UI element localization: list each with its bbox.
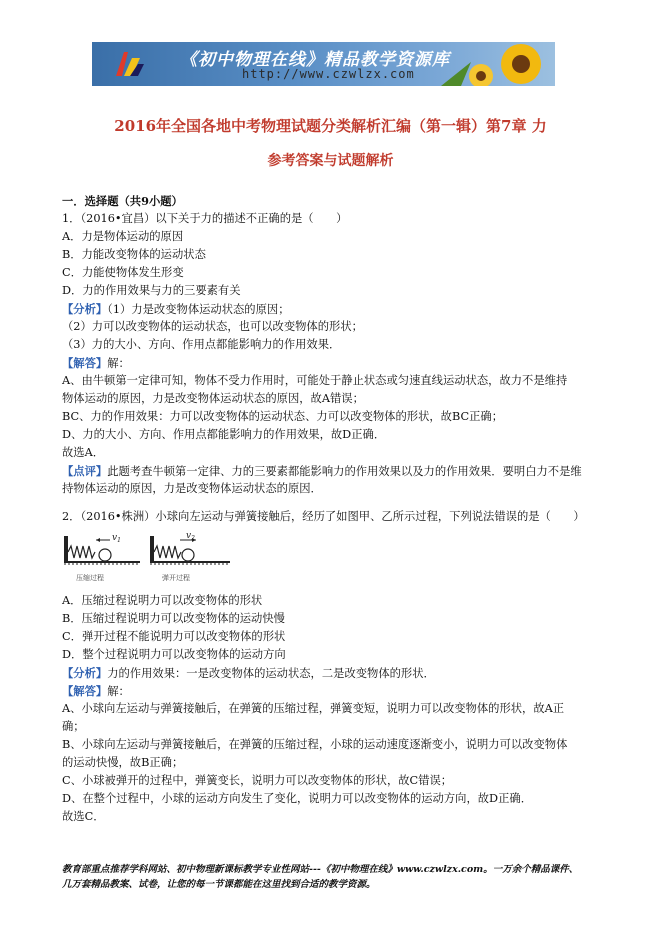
velocity-label-2: $v_2$ — [186, 531, 195, 542]
footer-line-1: 教育部重点推荐学科网站、初中物理新课标教学专业性网站---《初中物理在线》www.czwlzx.com。一万余个精品课件、 — [62, 864, 579, 875]
sunflower-icon — [441, 42, 551, 86]
q1-answer-1: A、由牛顿第一定律可知，物体不受力作用时，可能处于静止状态或匀速直线运动状态，故力不是维持 — [62, 374, 568, 387]
q2-option-c: C．弹开过程不能说明力可以改变物体的形状 — [62, 630, 286, 643]
q2-answer-prefix: 解： — [107, 685, 130, 698]
answer-tag-2: 【解答】 — [62, 684, 108, 698]
q1-comment-line — [62, 462, 582, 481]
section-heading: 一．选择题（共9小题） — [62, 194, 183, 208]
q2-answer-3: B、小球向左运动与弹簧接触后，在弹簧的压缩过程，小球的运动速度逐渐变小，说明力可以改变物体 — [62, 738, 568, 751]
page-footer — [62, 862, 602, 892]
site-logo-icon — [110, 48, 146, 80]
q2-answer-heading — [62, 682, 130, 701]
header-banner — [92, 42, 555, 86]
q2-answer-6: D、在整个过程中，小球的运动方向发生了变化，说明力可以改变物体的运动方向，故D正确． — [62, 792, 532, 805]
q2-analysis: 力的作用效果：一是改变物体的运动状态，二是改变物体的形状． — [107, 667, 435, 680]
caption-compression: 压缩过程 — [76, 574, 104, 582]
q1-analysis-line — [62, 300, 290, 319]
q1-comment-2: 持物体运动的原因，力是改变物体运动状态的原因． — [62, 482, 322, 495]
release-diagram — [150, 531, 230, 582]
compression-diagram — [64, 533, 140, 582]
q1-option-d: D．力的作用效果与力的三要素有关 — [62, 284, 241, 297]
q1-comment-1: 此题考查牛顿第一定律、力的三要素都能影响力的作用效果以及力的作用效果．要明白力不是维 — [107, 465, 582, 478]
q1-analysis-1: （1）力是改变物体运动状态的原因； — [107, 303, 290, 316]
comment-tag: 【点评】 — [62, 464, 108, 478]
q2-option-a: A．压缩过程说明力可以改变物体的形状 — [62, 594, 263, 607]
answer-tag: 【解答】 — [62, 356, 108, 370]
document-subtitle: 参考答案与试题解析 — [267, 153, 394, 169]
caption-release: 弹开过程 — [162, 574, 190, 582]
q1-answer-heading — [62, 354, 130, 373]
q1-option-a: A．力是物体运动的原因 — [62, 230, 184, 243]
q2-answer-2: 确； — [62, 720, 85, 733]
q1-answer-3: BC、力的作用效果：力可以改变物体的运动状态、力可以改变物体的形状，故BC正确； — [62, 410, 504, 423]
analysis-tag: 【分析】 — [62, 302, 108, 316]
analysis-tag-2: 【分析】 — [62, 666, 108, 680]
velocity-label-1: $v_1$ — [112, 533, 121, 544]
banner-url[interactable]: http://www.czwlzx.com — [242, 67, 415, 81]
q1-answer-2: 物体运动的原因，力是改变物体运动状态的原因，故A错误； — [62, 392, 364, 405]
spring-ball-figure — [62, 530, 232, 586]
q1-answer-prefix: 解： — [107, 357, 130, 370]
q1-option-b: B．力能改变物体的运动状态 — [62, 248, 206, 261]
q2-stem: 2．（2016•株洲）小球向左运动与弹簧接触后，经历了如图甲、乙所示过程，下列说法错误的是（ ） — [62, 510, 585, 523]
q2-option-b: B．压缩过程说明力可以改变物体的运动快慢 — [62, 612, 285, 625]
q2-answer-5: C、小球被弹开的过程中，弹簧变长，说明力可以改变物体的形状，故C错误； — [62, 774, 453, 787]
q1-analysis-2: （2）力可以改变物体的运动状态，也可以改变物体的形状； — [62, 320, 363, 333]
document-title: 2016年全国各地中考物理试题分类解析汇编（第一辑）第7章 力 — [114, 117, 547, 135]
q2-answer-4: 的运动快慢，故B正确； — [62, 756, 184, 769]
q1-analysis-3: （3）力的大小、方向、作用点都能影响力的作用效果． — [62, 338, 341, 351]
banner-title: 《初中物理在线》精品教学资源库 — [180, 50, 450, 70]
q1-answer-4: D、力的大小、方向、作用点都能影响力的作用效果，故D正确． — [62, 428, 386, 441]
q2-analysis-line — [62, 664, 435, 683]
q2-answer-1: A、小球向左运动与弹簧接触后，在弹簧的压缩过程，弹簧变短，说明力可以改变物体的形状，故A正 — [62, 702, 565, 715]
q1-answer-5: 故选A． — [62, 446, 105, 459]
q1-stem: 1．（2016•宜昌）以下关于力的描述不正确的是（ ） — [62, 212, 348, 225]
q1-option-c: C．力能使物体发生形变 — [62, 266, 184, 279]
footer-line-2: 几万套精品教案、试卷，让您的每一节课都能在这里找到合适的教学资源。 — [62, 879, 376, 890]
q2-option-d: D．整个过程说明力可以改变物体的运动方向 — [62, 648, 286, 661]
q2-answer-7: 故选C． — [62, 810, 105, 823]
